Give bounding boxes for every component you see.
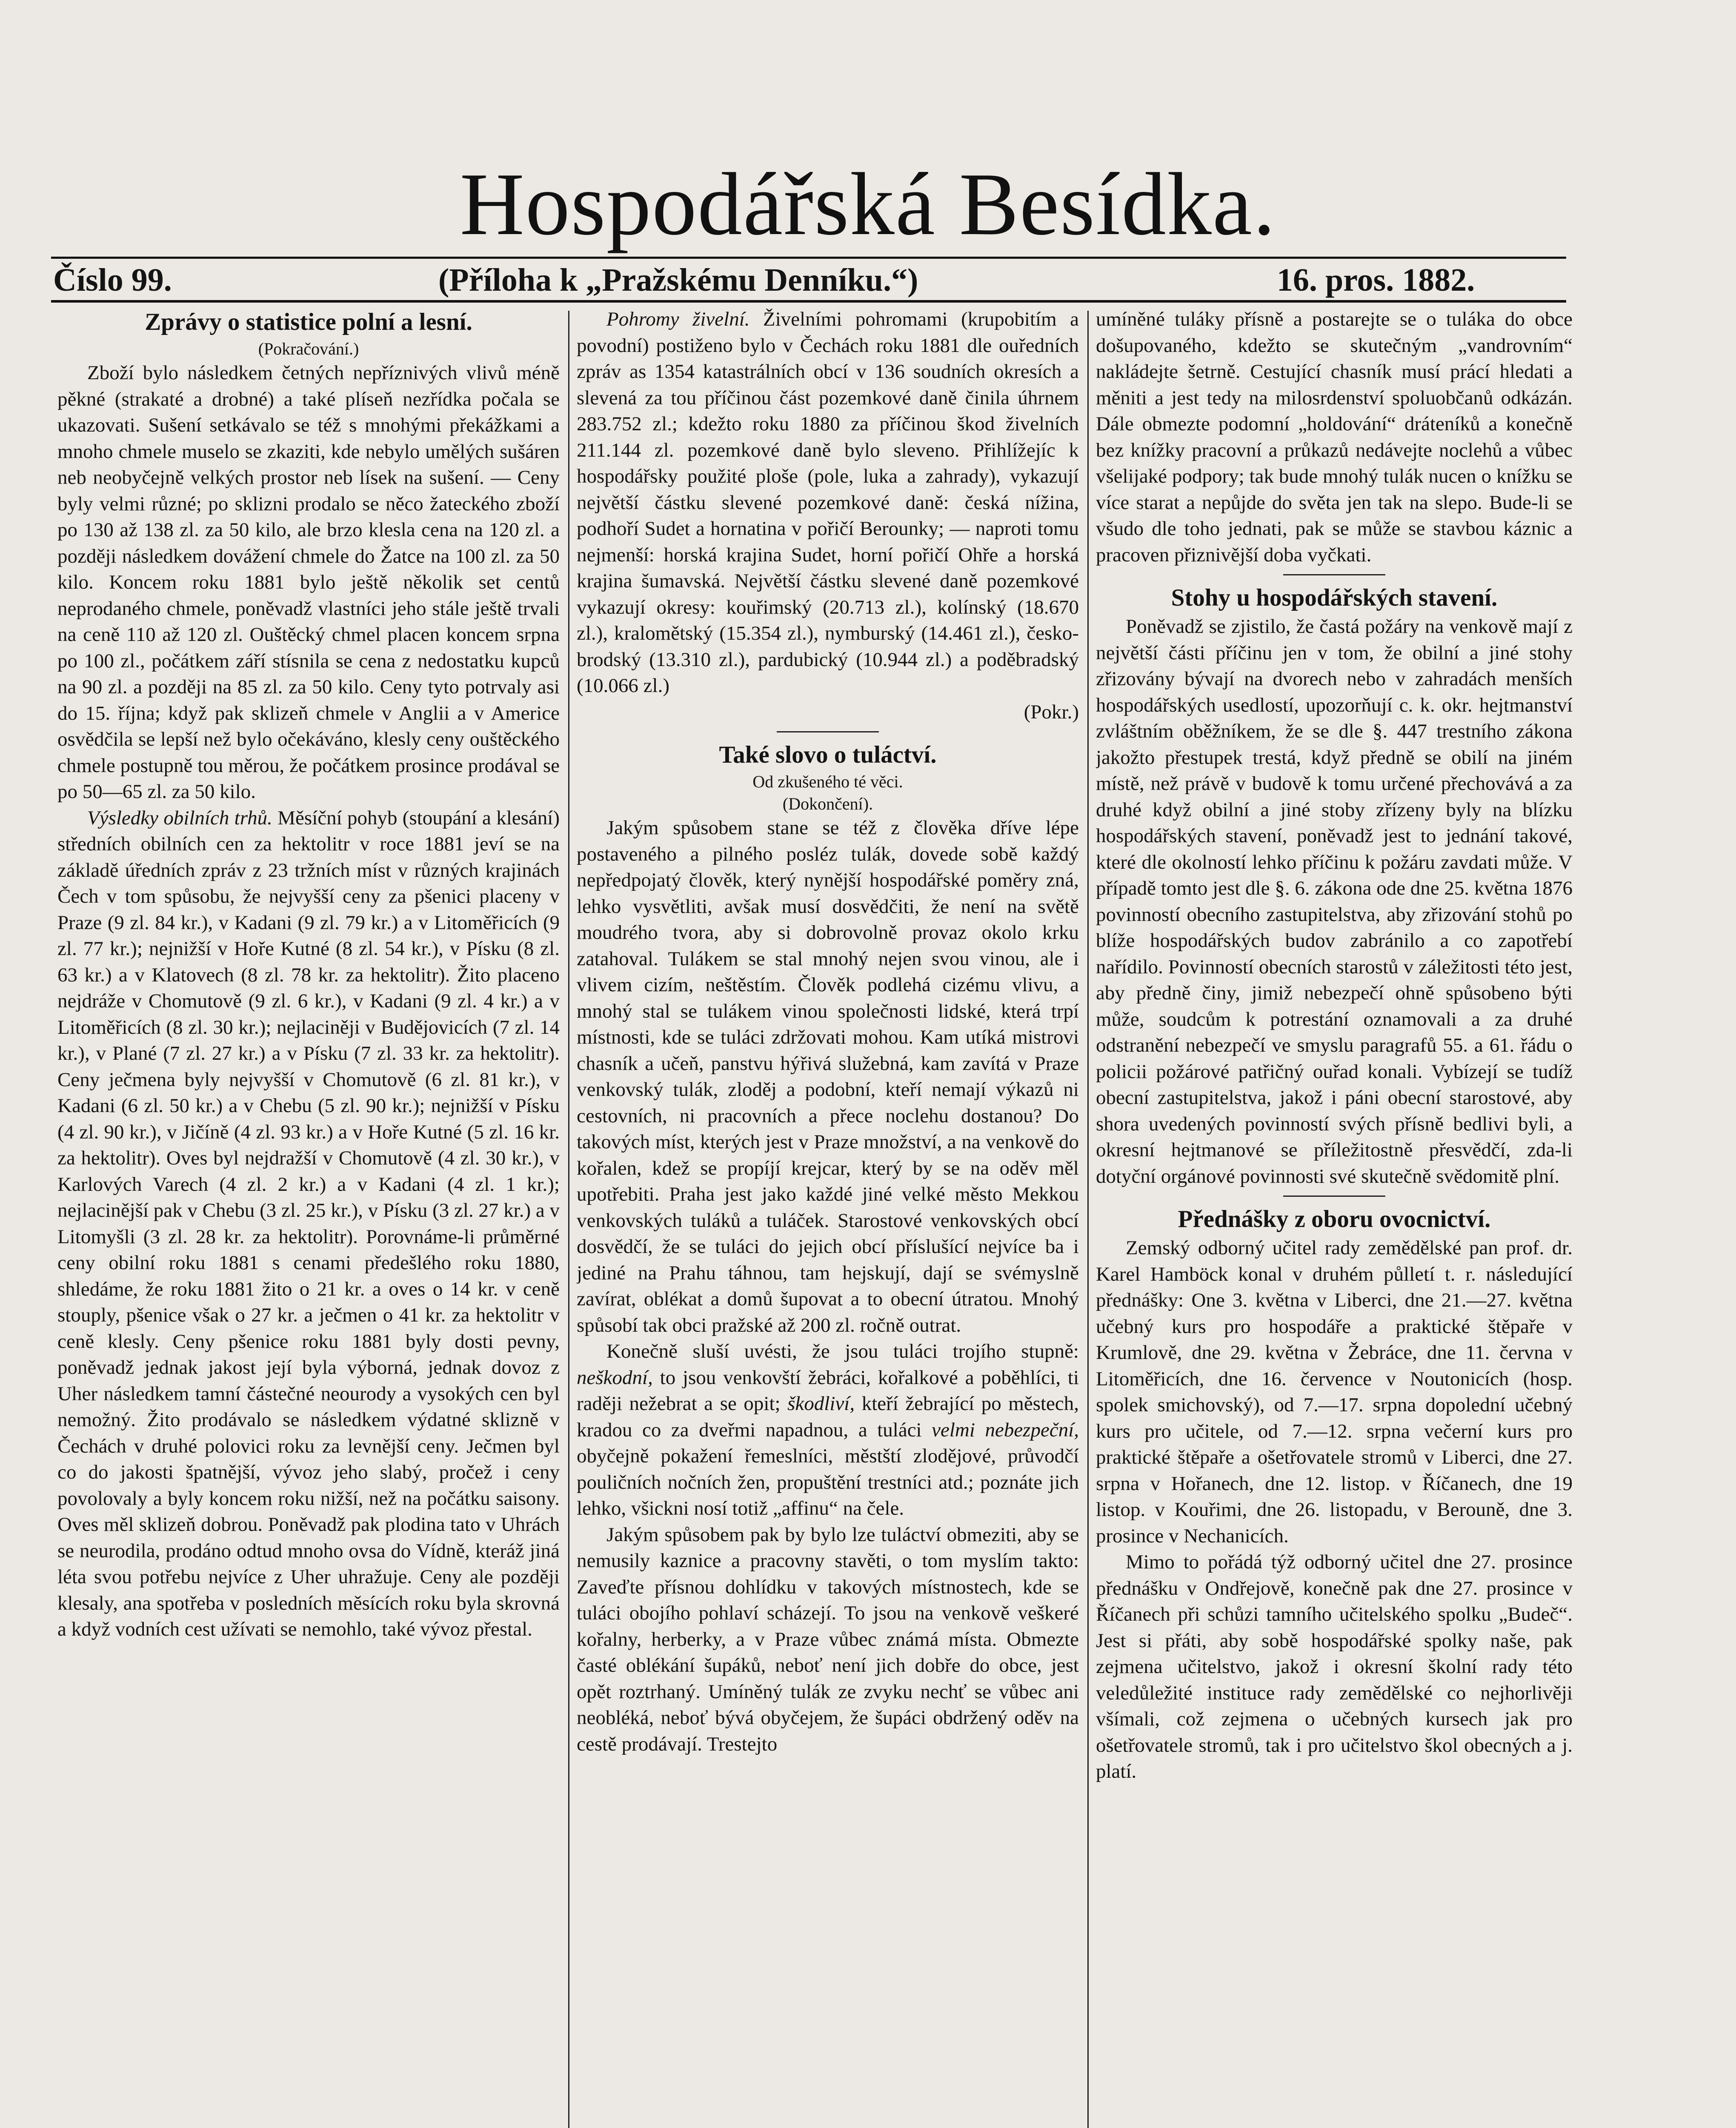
article-byline: Od zkušeného té věci.: [752, 772, 903, 791]
section-divider: [1283, 1196, 1385, 1197]
issue-number: Číslo 99.: [53, 262, 172, 298]
header-rule-top: [51, 257, 1566, 259]
paragraph: Poněvadž se zjistilo, že častá požáry na venkově mají z největší části příčinu jen v tom, že obilní a jiné stohy zřizovány bývají na dvorech nebo v zahradách menších hospodářských usedlostí, upozorňují c. k. okr. hejtmanství zvláštním oběžníkem, že se dle §. 447 trestního zákona jakožto přestupek trestá, když předně se obilí na jiném místě, než právě v budově k tomu určené přechovává a za druhé když obilní a jiné stoby zřízeny byly na blízku hospodářských stavení, poněvadž jest to jednání takové, které dle okolností lehko příčinu k požáru zavdati může. V případě tomto jest dle §. 6. zákona ode dne 25. května 1876 povinností obecního zastupitelstva, aby zřizování stohů po blíže hospodářských budov zabránilo a co zapotřebí nařídilo. Povinností obecních starostů v záležitosti této jest, aby předně činy, jimiž nebezpečí ohně spůsobeno býti může, soudcům k potrestání oznamovali a za druhé odstranění nebezpečí ve smyslu paragrafů 55. a 61. řádu o policii požárové patřičný ouřad konali. Vybízejí se tudíž obecní zastupitelstva, jakož i páni obecní starostové, aby shora uvedených povinností svých přísně bedlivi byli, a okresní hejtmanové se příležitostně přesvědčí, zda-li dotyční orgánové povinnosti své skutečně svědomitě plní.: [1096, 615, 1573, 1187]
column-divider-right: [1087, 311, 1089, 2128]
header-rule-bottom: [51, 300, 1566, 303]
conclusion-note: (Dokončení).: [782, 794, 873, 813]
paragraph: Jakým spůsobem pak by bylo lze tuláctví obmeziti, aby se nemusily kaznice a pracovny stavěti, o tom myslím takto: Zaveďte přísnou dohlídku v takových místnostech, kde se tuláci obojího pohlaví scházejí. To jsou na venkově veškeré kořalny, herberky, a v Praze vůbec známá místa. Obmezte časté oblékání šupáků, neboť není jich dobře do obce, jest opět roztrhaný. Umíněný tulák ze zvyku nechť se vůbec ani neobléká, neboť bývá obyčejem, že šupáci obdržený oděv na cestě prodávají. Trestejto: [577, 1523, 1079, 1755]
column-divider-left: [568, 311, 569, 2128]
paragraph: Jakým spůsobem stane se též z člověka dříve lépe postaveného a pilného posléz tulák, dovede sobě každý nepředpojatý člověk, který nynější hospodářské poměry zná, lehko vysvětliti, avšak musí dosvědčiti, že není na světě moudrého tvora, aby si dobrovolně provaz okolo krku zatahoval. Tulákem se stal mnohý nejen svou vinou, ale i vlivem cizím, neštěstím. Člověk podlehá cizému vlivu, a mnohý stal se tulákem vinou společnosti lidské, která trpí místnosti, kde se tuláci zdržovati mohou. Kam utíká mistrovi chasník a učeň, panstvu hýřivá služebná, kam zavítá v Praze venkovský tulák, zloděj a podobní, kteří nemají výkazů ni cestovních, ni pracovních a přece noclehu dostanou? Do takových míst, kterých jest v Praze množství, a na venkově do kořalen, kdež se propíjí krejcar, který by se na oděv měl upotřebiti. Praha jest jako každé jiné velké město Mekkou venkovských tuláků a tuláček. Starostové venkovských obcí dosvědčí, že se tuláci do jejich obcí příslušící nejvíce ba i jediné na Prahu táhnou, tam hejskují, dají se svémyslně zavírat, oblékat a domů šupovat a to obecní útratou. Mnohý spůsobí tak obci pražské až 200 zl. ročně outrat.: [577, 817, 1079, 1336]
article-title-statistics: Zprávy o statistice polní a lesní.: [145, 309, 472, 335]
section-lead-in: Výsledky obilních trhů.: [87, 807, 272, 829]
continuation-note: (Pokračování.): [258, 339, 359, 358]
section-divider: [1283, 574, 1385, 575]
column-2: [577, 306, 1079, 2128]
article-title-vagrancy: Také slovo o tuláctví.: [719, 741, 937, 768]
paragraph: Zboží bylo následkem četných nepříznivých vlivů méně pěkné (strakaté a drobné) a také plíseň nezřídka počala se ukazovati. Sušení setkávalo se též s mnohými překážkami a mnoho chmele muselo se zkaziti, kde nebylo umělých sušáren neb neobyčejně velkých prostor neb lísek na sušení. — Ceny byly velmi různé; po sklizni prodalo se něco žateckého zboží po 130 až 138 zl. za 50 kilo, ale brzo klesla cena na 120 zl. a později následkem dovážení chmele do Žatce na 100 zl. za 50 kilo. Koncem roku 1881 bylo ještě několik set centů neprodaného chmele, poněvadž vlastníci jeho stále ještě trvali na ceně 110 až 120 zl. Ouštěcký chmel placen koncem srpna po 100 zl., počátkem září stísnila se cena z nedostatku kupců na 90 zl. a později na 85 zl. za 50 kilo. Ceny tyto potrvaly asi do 15. října; když pak sklizeň chmele v Anglii a v Americe osvědčila se lepší než bylo očekáváno, klesly ceny ouštěckého chmele postupně tou měrou, že počátkem prosince prodával se po 50—65 zl. za 50 kilo.: [57, 362, 560, 803]
paragraph: umíněné tuláky přísně a postarejte se o tuláka do obce došupovaného, kdežto se skutečným „vandrovním“ nakládejte šetrně. Cestující chasník musí prácí hledati a měniti a jest tedy na milosrdenství spoluobčanů odkázán. Dále obmezte podomní „holdování“ dráteníků a konečně bez knížky pracovní a průkazů nedávejte noclehů a vůbec všelijaké podpory; tak bude mnohý tulák nucen o knížku se více starat a nepůjde do světa jen tak na slepo. Bude-li se všudo dle toho jednati, pak se může se stavbou káznic a pracoven přiznivější doba vyčkati.: [1096, 308, 1573, 566]
paragraph: Zemský odborný učitel rady zemědělské pan prof. dr. Karel Hamböck konal v druhém půlletí t. r. následující přednášky: One 3. května v Liberci, dne 21.—27. května učebný kurs pro hospodáře a praktické štěpaře v Krumlově, dne 29. května v Žebráce, dne 11. června v Litoměřicích, dne 16. července v Noutonicích (hosp. spolek smichovský), od 7.—17. srpna dopolední učebný kurs pro učitele, od 7.—12. srpna večerní kurs pro praktické štěpaře a ošetřovatele stromů v Liberci, dne 27. srpna v Hořanech, dne 12. listop. v Říčanech, dne 19 listop. v Kouřimi, dne 26. listopadu, v Berouně, dne 3. prosince v Nechanicích.: [1096, 1237, 1573, 1547]
masthead-title: Hospodářská Besídka.: [460, 155, 1276, 254]
section-divider: [777, 731, 879, 732]
column-1: [57, 306, 560, 2128]
article-title-stacks: Stohy u hospodářských stavení.: [1171, 584, 1498, 611]
issue-date: 16. pros. 1882.: [1277, 262, 1475, 298]
paragraph: Mimo to pořádá týž odborný učitel dne 27. prosince přednášku v Ondřejově, konečně pak dne 27. prosince v Říčanech při schůzi tamního učitelského spolku „Budeč“. Jest si přáti, aby sobě hospodářské spolky naše, pak zejmena učitelstvo, jakož i okresní školní rady této veledůležité instituce rady zemědělské co nejhorlivěji všímali, což zejmena o učebných kursech jak pro ošetřovatele stromů, tak i pro učitelstvo škol obecných a j. platí.: [1096, 1551, 1573, 1782]
paragraph: Pohromy živelní. Živelními pohromami (krupobitím a povodní) postiženo bylo v Čechách roku 1881 dle ouředních zpráv as 1354 katastrálních obcí v 136 soudních okresích a slevená za tou příčinou část pozemkové daně činila úhrnem 283.752 zl.; kdežto roku 1880 za příčinou škod živelních 211.144 zl. pozemkové daně bylo sleveno. Přihlížejíc k hospodářsky použité ploše (pole, luka a zahrady), vykazují největší částku slevené pozemkové daně: česká nížina, podhoří Sudet a hornatina v pořičí Berounky; — naproti tomu nejmenší: horská krajina Sudet, horní pořičí Ohře a horská krajina šumavská. Největší částku slevené daně pozemkové vykazují okresy: kouřimský (20.713 zl.), kolínský (18.670 zl.), kralomětský (15.354 zl.), nymburský (14.461 zl.), česko-brodský (13.310 zl.), pardubický (10.944 zl.) a poděbradský (10.066 zl.): [577, 308, 1079, 697]
paragraph: Konečně sluší uvésti, že jsou tuláci trojího stupně: neškodní, to jsou venkovští žebráci, kořalkové a poběhlíci, ti raději nežebrat a se opit; škodliví, kteří žebrající po městech, kradou co za dveřmi napadnou, a tuláci velmi nebezpeční, obyčejně pokažení řemeslníci, městští zlodějové, průvodčí pouličních nočních žen, propuštění trestníci atd.; poznáte jich lehko, všickni nosí totiž „affinu“ na čele.: [577, 1340, 1079, 1519]
section-lead-in: Pohromy živelní.: [606, 308, 750, 330]
column-3: [1096, 306, 1573, 2128]
article-title-lectures: Přednášky z oboru ovocnictví.: [1178, 1206, 1491, 1233]
supplement-line: (Příloha k „Pražskému Denníku.“): [438, 262, 918, 298]
paragraph: Výsledky obilních trhů. Měsíční pohyb (stoupání a klesání) středních obilních cen za hektolitr v roce 1881 jeví se na základě úředních zpráv z 23 tržních míst v různých krajinách Čech v tom spůsobu, že nejvyšší ceny za pšenici placeny v Praze (9 zl. 84 kr.), v Kadani (9 zl. 79 kr.) a v Litoměřicích (9 zl. 77 kr.); nejnižší v Hoře Kutné (8 zl. 54 kr.), v Písku (8 zl. 63 kr.) a v Klatovech (8 zl. 78 kr. za hektolitr). Žito placeno nejdráže v Chomutově (9 zl. 6 kr.), v Kadani (9 zl. 4 kr.) a v Litoměřicích (8 zl. 30 kr.); nejlaciněji v Budějovicích (7 zl. 14 kr.), v Plané (7 zl. 27 kr.) a v Písku (7 zl. 33 kr. za hektolitr). Ceny ječmena byly nejvyšší v Chomutově (6 zl. 81 kr.), v Kadani (6 zl. 50 kr.) a v Chebu (5 zl. 90 kr.); nejnižší v Písku (4 zl. 90 kr.), v Jičíně (4 zl. 93 kr.) a v Hoře Kutné (5 zl. 16 kr. za hektolitr). Oves byl nejdražší v Chomutově (4 zl. 30 kr.), v Karlových Varech (4 zl. 2 kr.) a v Kadani (4 zl. 1 kr.); nejlacinější pak v Chebu (3 zl. 25 kr.), v Písku (3 zl. 27 kr.) a v Litomyšli (3 zl. 28 kr. za hektolitr). Porovnáme-li průměrné ceny obilní roku 1881 s cenami předešlého roku 1880, shledáme, že roku 1881 žito o 21 kr. a oves o 14 kr. v ceně stouply, pšenice však o 27 kr. a ječmen o 41 kr. za hektolitr v ceně klesly. Ceny pšenice roku 1881 byly dosti pevny, poněvadž jednak jakost její byla výborná, jednak dovoz z Uher následkem tamní částečné neourody a vysokých cen byl nemožný. Žito prodávalo se následkem výdatné sklizně v Čechách v druhé polovici roku za levnější ceny. Ječmen byl co do jakosti špatnější, vývoz jeho slabý, pročež i ceny povolovaly a byly koncem roku nižší, než na počátku saisony. Oves měl sklizeň dobrou. Poněvadž pak plodina tato v Uhrách se neurodila, prodáno odtud mnoho ovsa do Vídně, kteráž jiná léta svou potřebu nejvíce z Uher uhražuje. Ceny ale později klesaly, ana spotřeba v posledních měsících roku byla skrovná a když vodních cest užívati se nemohlo, také vývoz přestal.: [57, 807, 560, 1640]
continuation-sign: (Pokr.): [1024, 701, 1079, 723]
